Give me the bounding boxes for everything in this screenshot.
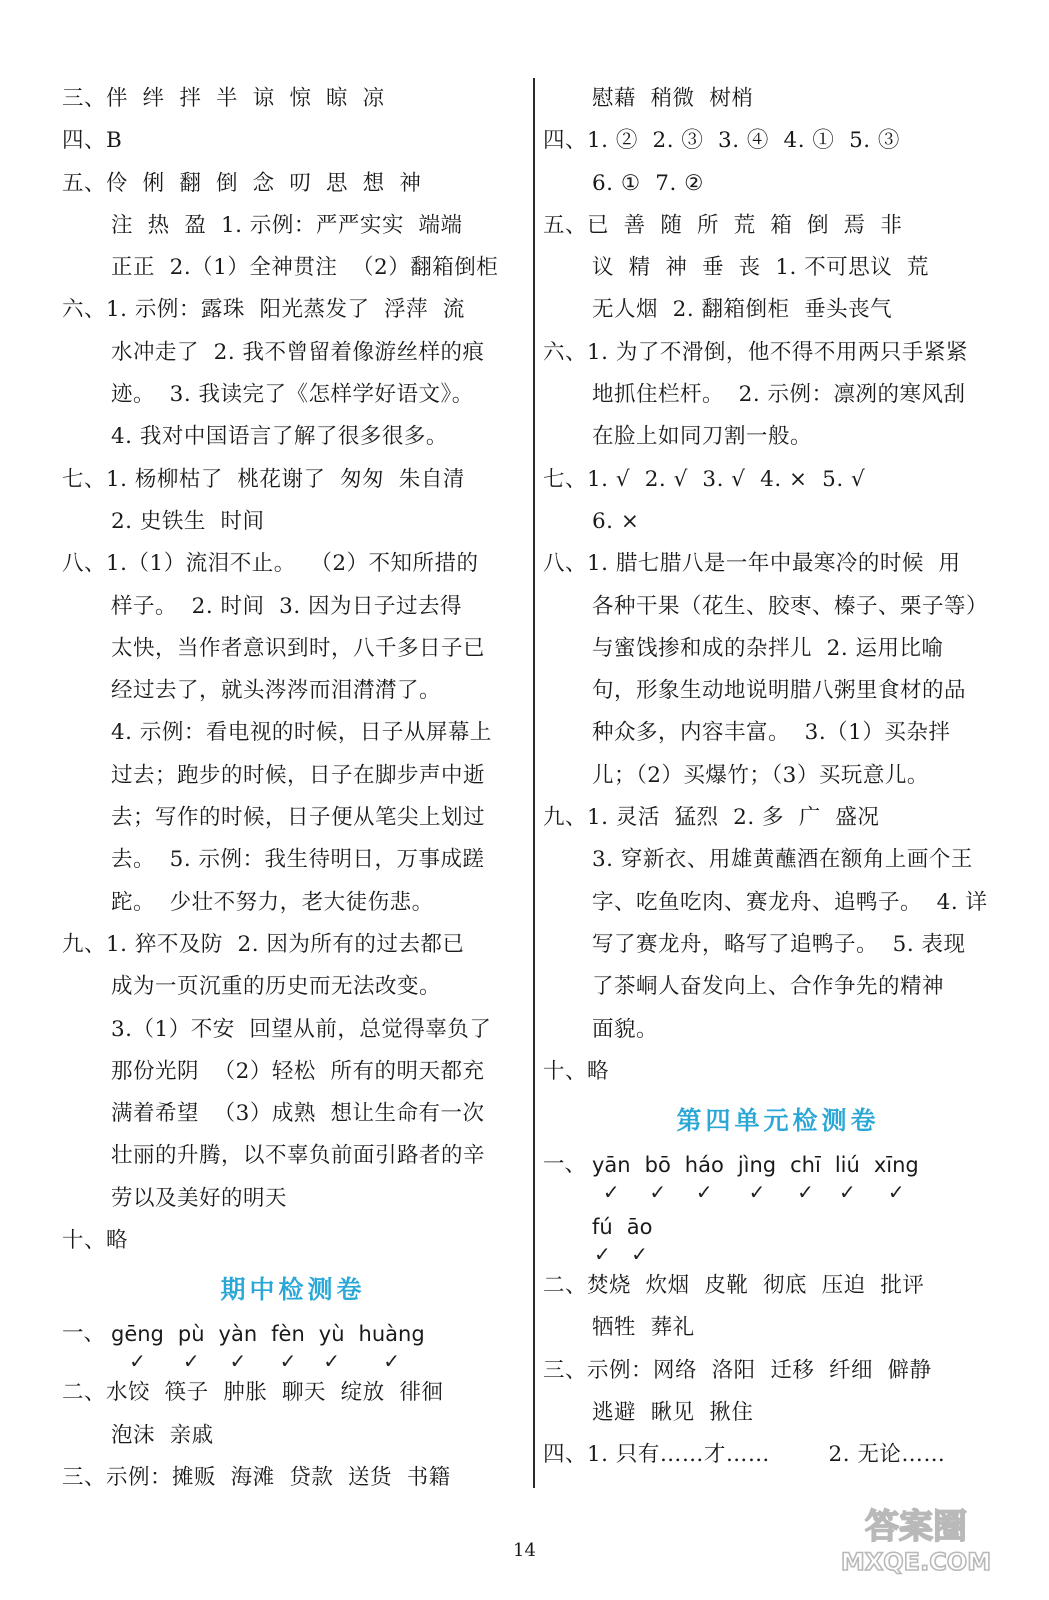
pinyin-syllable: yù	[318, 1322, 345, 1347]
answer-line: 去。 5. 示例：我生待明日，万事成蹉	[111, 847, 485, 873]
answer-line: 4. 示例：看电视的时候，日子从屏幕上	[111, 720, 492, 746]
answer-line: 面貌。	[592, 1016, 659, 1042]
answer-line: 那份光阴 （2）轻松 所有的明天都充	[111, 1058, 485, 1084]
answer-line: 写了赛龙舟，略写了追鸭子。 5. 表现	[592, 931, 966, 957]
pinyin-syllable: fèn	[271, 1322, 305, 1347]
answer-line: 无人烟 2. 翻箱倒柜 垂头丧气	[592, 297, 893, 323]
answer-line: 3.（1）不安 回望从前，总觉得辜负了	[111, 1016, 492, 1042]
check-mark-icon: ✓	[602, 1180, 620, 1205]
pinyin-cell	[271, 1318, 305, 1372]
answer-line: 二、焚烧 炊烟 皮靴 彻底 压迫 批评	[543, 1273, 925, 1299]
answer-line: 句，形象生动地说明腊八粥里食材的品	[592, 678, 967, 704]
unit4-pinyin-row-1	[543, 1149, 1013, 1203]
pinyin-syllable: yàn	[218, 1322, 258, 1347]
answer-line: 三、示例：网络 洛阳 迁移 纤细 僻静	[543, 1357, 932, 1383]
answer-line: 劳以及美好的明天	[111, 1185, 288, 1211]
pinyin-syllable: pù	[177, 1322, 205, 1347]
answer-line: 地抓住栏杆。 2. 示例：凛冽的寒风刮	[592, 382, 966, 408]
midterm-answer-lines	[62, 1372, 524, 1499]
check-mark-icon: ✓	[229, 1349, 247, 1374]
answer-line: 过去；跑步的时候，日子在脚步声中逝	[111, 762, 486, 788]
pinyin-syllable: jìng	[737, 1153, 777, 1178]
pinyin-cell	[359, 1318, 425, 1372]
answer-line: 各种干果（花生、胶枣、榛子、栗子等）	[592, 593, 989, 619]
pinyin-cell	[319, 1318, 345, 1372]
answer-line: 在脸上如同刀割一般。	[592, 424, 813, 450]
answer-line: 慰藉 稍微 树梢	[592, 86, 754, 111]
watermark-logo	[811, 1498, 1021, 1578]
pinyin-cell	[627, 1211, 653, 1265]
answer-line: 6. ×	[592, 508, 640, 534]
pinyin-syllable: xīng	[873, 1153, 919, 1178]
check-mark-icon: ✓	[887, 1180, 905, 1205]
check-mark-icon: ✓	[649, 1180, 667, 1205]
unit4-pinyin-row-2	[543, 1211, 1013, 1265]
answer-line: 去；写作的时候，日子便从笔尖上划过	[111, 805, 486, 831]
answer-line: 泡沫 亲戚	[111, 1422, 214, 1448]
answer-line: 五、已 善 随 所 荒 箱 倒 焉 非	[543, 212, 903, 238]
answer-line: 迹。 3. 我读完了《怎样学好语文》。	[111, 382, 474, 408]
answer-line: 水冲走了 2. 我不曾留着像游丝样的痕	[111, 339, 485, 365]
answer-line: 九、1. 灵活 猛烈 2. 多 广 盛况	[543, 805, 880, 831]
answer-line: 九、1. 猝不及防 2. 因为所有的过去都已	[62, 931, 465, 957]
check-mark-icon: ✓	[129, 1349, 146, 1374]
unit4-answer-lines	[543, 1265, 1013, 1476]
answer-line: 三、伴 绊 拌 半 谅 惊 晾 凉	[62, 86, 385, 111]
check-mark-icon: ✓	[279, 1349, 297, 1374]
midterm-title: 期中检测卷	[220, 1275, 366, 1305]
pinyin-syllable: chī	[790, 1153, 821, 1178]
answer-line: 儿；（2）买爆竹；（3）买玩意儿。	[592, 762, 929, 788]
answer-line: 6. ① 7. ②	[592, 170, 704, 196]
answer-line: 逃避 瞅见 揪住	[592, 1400, 754, 1426]
pinyin-syllable: bō	[644, 1153, 671, 1178]
pinyin-cell	[790, 1149, 821, 1203]
midterm-pinyin-cells	[111, 1318, 439, 1372]
pinyin-syllable: háo	[684, 1153, 724, 1178]
answer-line: 3. 穿新衣、用雄黄蘸酒在额角上画个王	[592, 847, 973, 873]
answer-line: 牺牲 葬礼	[592, 1315, 695, 1341]
answer-line: 成为一页沉重的历史而无法改变。	[111, 974, 442, 1000]
check-mark-icon: ✓	[182, 1349, 200, 1374]
right-answer-lines	[543, 78, 1013, 1093]
unit4-pinyin-cells-1	[592, 1149, 933, 1203]
pinyin-cell	[592, 1149, 631, 1203]
check-mark-icon: ✓	[593, 1242, 611, 1267]
watermark-big-text: 答案圈	[865, 1507, 967, 1547]
answer-line: 种众多，内容丰富。 3.（1）买杂拌	[592, 720, 951, 746]
right-column	[543, 78, 1013, 1477]
answer-line: 太快，当作者意识到时，八千多日子已	[111, 635, 486, 661]
answer-line: 跎。 少壮不努力，老大徒伤悲。	[111, 889, 434, 915]
watermark-small-text: MXQE.COM	[840, 1548, 992, 1576]
answer-line: 正正 2.（1）全神贯注 （2）翻箱倒柜	[111, 255, 499, 281]
check-mark-icon: ✓	[748, 1180, 766, 1205]
left-answer-lines	[62, 78, 524, 1262]
pinyin-syllable: gēng	[111, 1322, 164, 1347]
answer-line: 2. 史铁生 时间	[111, 508, 265, 534]
answer-line: 满着希望 （3）成熟 想让生命有一次	[111, 1101, 485, 1127]
answer-line: 八、1.（1）流泪不止。 （2）不知所措的	[62, 551, 479, 577]
answer-line: 十、略	[62, 1228, 129, 1254]
pinyin-cell	[178, 1318, 205, 1372]
page-number: 14	[513, 1540, 536, 1561]
answer-line: 了茶峒人奋发向上、合作争先的精神	[592, 974, 945, 1000]
answer-line: 十、略	[543, 1058, 610, 1084]
answer-line: 二、水饺 筷子 肿胀 聊天 绽放 徘徊	[62, 1380, 444, 1406]
check-mark-icon: ✓	[797, 1180, 814, 1205]
pinyin-syllable: āo	[626, 1215, 653, 1240]
answer-line: 注 热 盈 1. 示例：严严实实 端端	[111, 212, 463, 238]
answer-line: 壮丽的升腾，以不辜负前面引路者的辛	[111, 1143, 486, 1169]
answer-line: 八、1. 腊七腊八是一年中最寒冷的时候 用	[543, 551, 961, 577]
answer-line: 七、1. 杨柳枯了 桃花谢了 匆匆 朱自清	[62, 466, 465, 492]
answer-line: 七、1. √ 2. √ 3. √ 4. × 5. √	[543, 466, 866, 492]
unit4-pinyin-label: 一、	[543, 1152, 587, 1178]
answer-line: 三、示例：摊贩 海滩 贷款 送货 书籍	[62, 1464, 451, 1490]
answer-line: 经过去了，就头涔涔而泪潸潸了。	[111, 678, 442, 704]
pinyin-syllable: huàng	[358, 1322, 425, 1347]
pinyin-syllable: liú	[834, 1153, 860, 1178]
pinyin-cell	[738, 1149, 776, 1203]
answer-line: 四、1. 只有……才…… 2. 无论……	[543, 1442, 946, 1468]
midterm-pinyin-label: 一、	[62, 1321, 106, 1347]
pinyin-cell	[219, 1318, 258, 1372]
check-mark-icon: ✓	[383, 1349, 400, 1374]
answer-line: 六、1. 为了不滑倒，他不得不用两只手紧紧	[543, 339, 968, 365]
column-divider	[533, 78, 535, 1488]
check-mark-icon: ✓	[695, 1180, 713, 1205]
left-column	[62, 78, 524, 1499]
answer-line: 六、1. 示例：露珠 阳光蒸发了 浮萍 流	[62, 297, 465, 323]
unit4-title: 第四单元检测卷	[676, 1106, 880, 1136]
answer-line: 四、B	[62, 128, 123, 154]
answer-line: 与蜜饯掺和成的杂拌儿 2. 运用比喻	[592, 635, 944, 661]
pinyin-syllable: yān	[592, 1153, 631, 1178]
midterm-pinyin-row	[62, 1318, 524, 1372]
pinyin-syllable: fú	[592, 1215, 613, 1240]
check-mark-icon: ✓	[323, 1349, 341, 1374]
answer-line: 五、伶 俐 翻 倒 念 叨 思 想 神	[62, 170, 422, 196]
pinyin-cell	[685, 1149, 724, 1203]
check-mark-icon: ✓	[838, 1180, 856, 1205]
pinyin-cell	[592, 1211, 613, 1265]
pinyin-cell	[835, 1149, 860, 1203]
answer-line: 字、吃鱼吃肉、赛龙舟、追鸭子。 4. 详	[592, 889, 988, 915]
pinyin-cell	[645, 1149, 671, 1203]
unit4-pinyin-cells-2	[592, 1211, 666, 1265]
answer-line: 4. 我对中国语言了解了很多很多。	[111, 424, 448, 450]
answer-line: 议 精 神 垂 丧 1. 不可思议 荒	[592, 255, 929, 281]
answer-line: 四、1. ② 2. ③ 3. ④ 4. ① 5. ③	[543, 128, 900, 154]
check-mark-icon: ✓	[631, 1242, 648, 1267]
answer-line: 样子。 2. 时间 3. 因为日子过去得	[111, 593, 463, 619]
pinyin-cell	[874, 1149, 919, 1203]
pinyin-cell	[111, 1318, 164, 1372]
